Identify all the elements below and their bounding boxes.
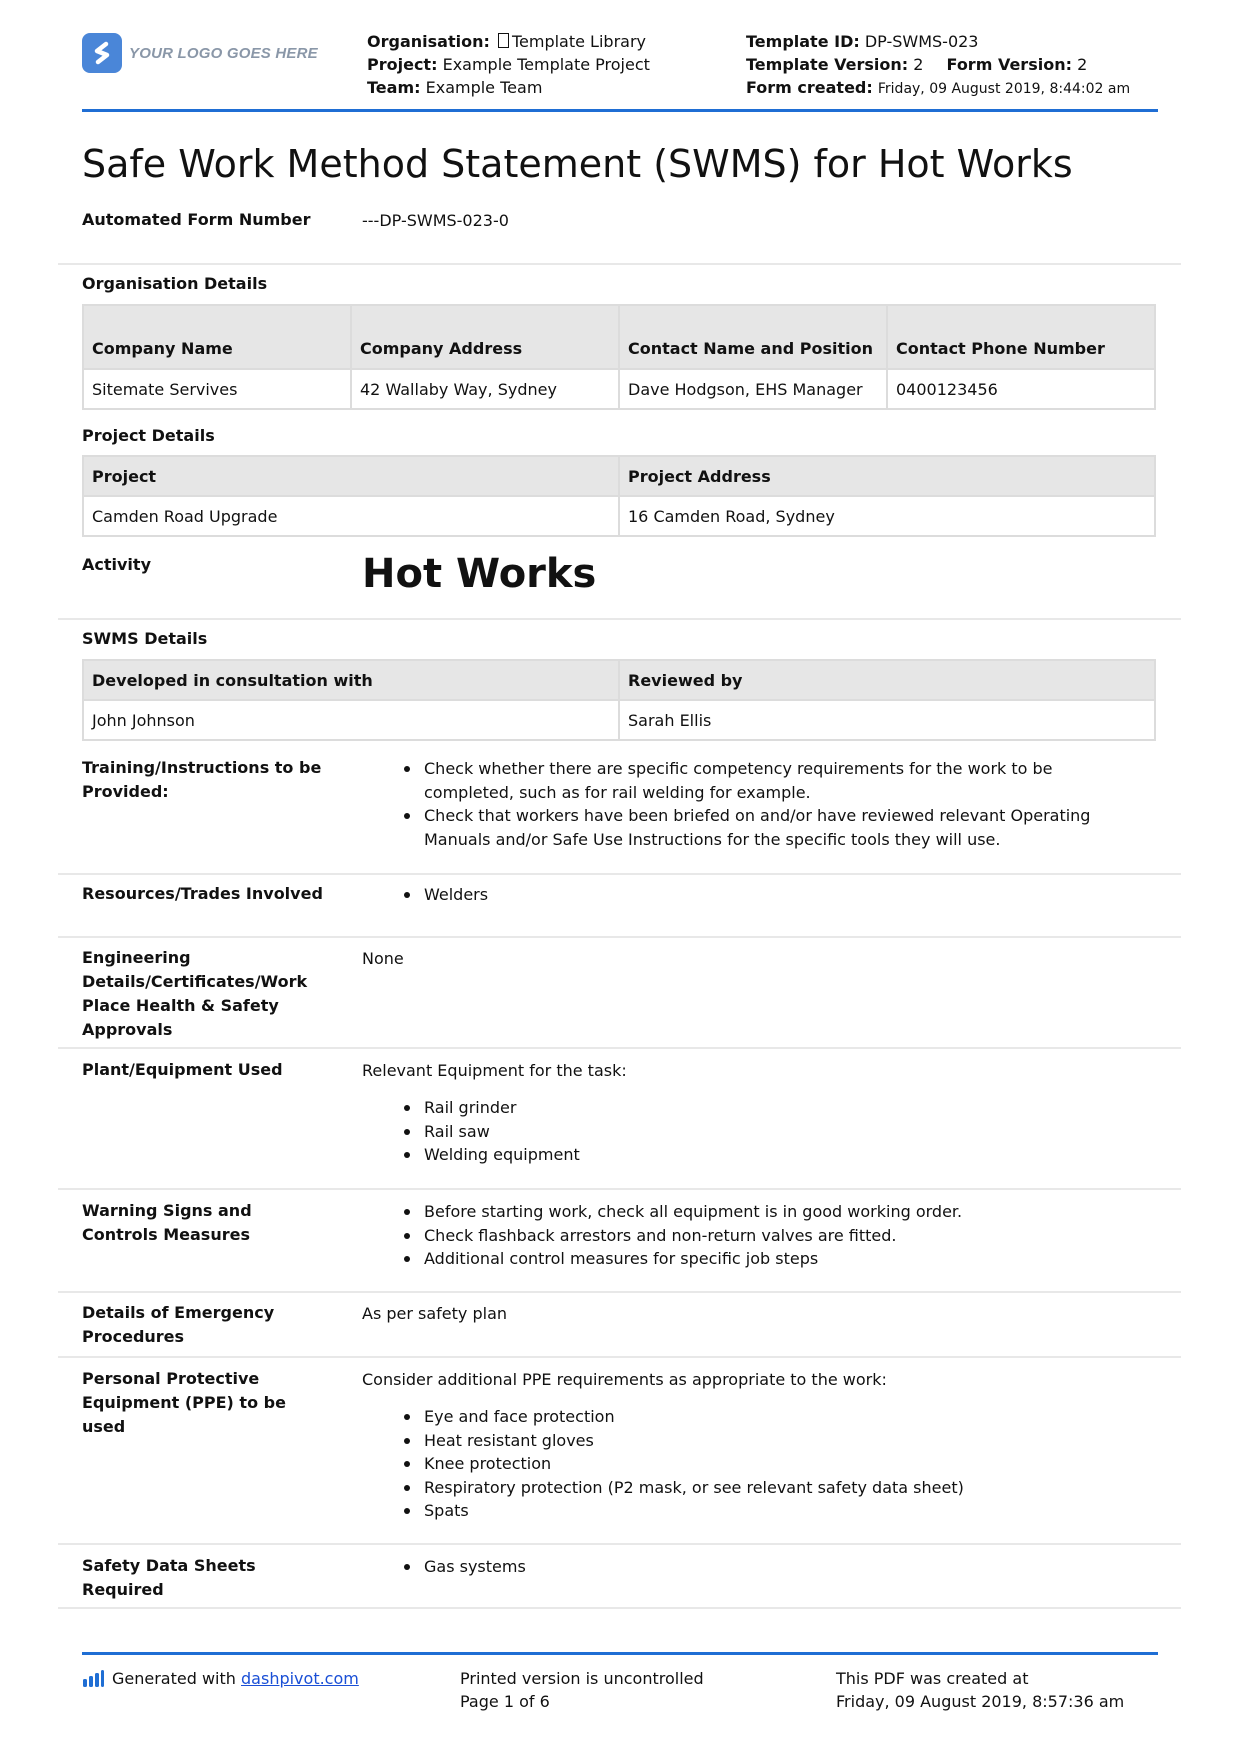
column-header: Company Address [351, 305, 619, 369]
separator [58, 873, 1181, 875]
project-label: Project: [367, 55, 438, 74]
organisation-value: Template Library [511, 32, 646, 51]
warning-label: Warning Signs and Controls Measures [82, 1201, 252, 1244]
engineering-label: Engineering Details/Certificates/Work Place Health & Safety Approvals [82, 948, 308, 1039]
form-number-value: ---DP-SWMS-023-0 [362, 211, 509, 230]
generated-prefix: Generated with [112, 1669, 236, 1688]
emergency-label: Details of Emergency Procedures [82, 1303, 275, 1346]
form-created-label: Form created: [746, 78, 873, 97]
pdf-created-value: Friday, 09 August 2019, 8:57:36 am [836, 1692, 1125, 1711]
form-created-value: Friday, 09 August 2019, 8:44:02 am [877, 81, 1131, 97]
organisation-details-heading: Organisation Details [82, 274, 268, 293]
list-item: Check whether there are specific competency requirements for the work to be completed, such as for rail welding for example. [424, 757, 1142, 804]
template-version-value: 2 [913, 55, 924, 74]
organisation-icon [498, 33, 509, 48]
ppe-value [362, 1368, 1142, 1523]
column-header: Contact Phone Number [887, 305, 1155, 369]
bar-chart-icon [82, 1670, 104, 1688]
separator [58, 1188, 1181, 1190]
resources-label: Resources/Trades Involved [82, 884, 323, 903]
list-item: Rail saw [424, 1120, 1142, 1144]
list-item: Respiratory protection (P2 mask, or see relevant safety data sheet) [424, 1476, 1142, 1500]
column-header: Project Address [619, 456, 1155, 496]
swms-details-table [82, 659, 1156, 741]
column-header: Developed in consultation with [83, 660, 619, 700]
separator [58, 1291, 1181, 1293]
footer-created [836, 1667, 1124, 1713]
uncontrolled-notice: Printed version is uncontrolled [460, 1669, 704, 1688]
team-value: Example Team [425, 78, 543, 97]
sds-label: Safety Data Sheets Required [82, 1556, 256, 1599]
list-item: Spats [424, 1499, 1142, 1523]
organisation-details-table [82, 304, 1156, 410]
column-header: Contact Name and Position [619, 305, 887, 369]
template-version-label: Template Version: [746, 55, 909, 74]
form-version-label: Form Version: [946, 55, 1072, 74]
form-number-label: Automated Form Number [82, 210, 311, 229]
separator [58, 1607, 1181, 1609]
company-logo [82, 33, 318, 73]
footer-generated [82, 1667, 359, 1690]
emergency-value: As per safety plan [362, 1304, 508, 1323]
training-label: Training/Instructions to be Provided: [82, 758, 322, 801]
plant-value [362, 1059, 1142, 1167]
project-details-heading: Project Details [82, 426, 215, 445]
plant-label: Plant/Equipment Used [82, 1060, 283, 1079]
list-item: Eye and face protection [424, 1405, 1142, 1429]
plant-intro: Relevant Equipment for the task: [362, 1061, 627, 1080]
company-name-cell: Sitemate Servives [83, 369, 351, 409]
logo-text: YOUR LOGO GOES HERE [129, 44, 318, 62]
pdf-created-label: This PDF was created at [836, 1669, 1029, 1688]
team-label: Team: [367, 78, 421, 97]
separator [58, 1047, 1181, 1049]
training-value [362, 757, 1142, 851]
engineering-value: None [362, 949, 404, 968]
page-number: Page 1 of 6 [460, 1692, 550, 1711]
separator [58, 263, 1181, 265]
separator [58, 618, 1181, 620]
header-project-info [367, 30, 650, 99]
ppe-label: Personal Protective Equipment (PPE) to be used [82, 1369, 286, 1436]
header-divider [82, 109, 1158, 112]
list-item: Check that workers have been briefed on and/or have reviewed relevant Operating Manuals and/or Safe Use Instructions for the specific tools they will use. [424, 804, 1142, 851]
page-header [82, 30, 1158, 100]
company-address-cell: 42 Wallaby Way, Sydney [351, 369, 619, 409]
project-value: Example Template Project [442, 55, 650, 74]
project-cell: Camden Road Upgrade [83, 496, 619, 536]
list-item: Welders [424, 883, 1142, 907]
footer-page-info [460, 1667, 704, 1713]
separator [58, 936, 1181, 938]
activity-label: Activity [82, 555, 151, 574]
contact-name-cell: Dave Hodgson, EHS Manager [619, 369, 887, 409]
header-template-info [746, 30, 1130, 101]
list-item: Before starting work, check all equipment is in good working order. [424, 1200, 1142, 1224]
activity-value: Hot Works [362, 551, 597, 597]
column-header: Project [83, 456, 619, 496]
list-item: Gas systems [424, 1555, 1142, 1579]
column-header: Reviewed by [619, 660, 1155, 700]
resources-value [362, 883, 1142, 907]
organisation-label: Organisation: [367, 32, 490, 51]
footer-divider [82, 1652, 1158, 1655]
developed-with-cell: John Johnson [83, 700, 619, 740]
warning-value [362, 1200, 1142, 1271]
list-item: Rail grinder [424, 1096, 1142, 1120]
separator [58, 1356, 1181, 1358]
template-id-value: DP-SWMS-023 [864, 32, 979, 51]
contact-phone-cell: 0400123456 [887, 369, 1155, 409]
project-details-table [82, 455, 1156, 537]
list-item: Check flashback arrestors and non-return valves are fitted. [424, 1224, 1142, 1248]
swms-details-heading: SWMS Details [82, 629, 208, 648]
page-title: Safe Work Method Statement (SWMS) for Hot Works [82, 142, 1073, 186]
separator [58, 1543, 1181, 1545]
list-item: Additional control measures for specific job steps [424, 1247, 1142, 1271]
reviewed-by-cell: Sarah Ellis [619, 700, 1155, 740]
list-item: Heat resistant gloves [424, 1429, 1142, 1453]
form-version-value: 2 [1077, 55, 1088, 74]
logo-icon [82, 33, 122, 73]
sds-value [362, 1555, 1142, 1579]
ppe-intro: Consider additional PPE requirements as appropriate to the work: [362, 1370, 887, 1389]
dashpivot-link[interactable]: dashpivot.com [241, 1669, 359, 1688]
list-item: Welding equipment [424, 1143, 1142, 1167]
template-id-label: Template ID: [746, 32, 860, 51]
column-header: Company Name [83, 305, 351, 369]
project-address-cell: 16 Camden Road, Sydney [619, 496, 1155, 536]
list-item: Knee protection [424, 1452, 1142, 1476]
